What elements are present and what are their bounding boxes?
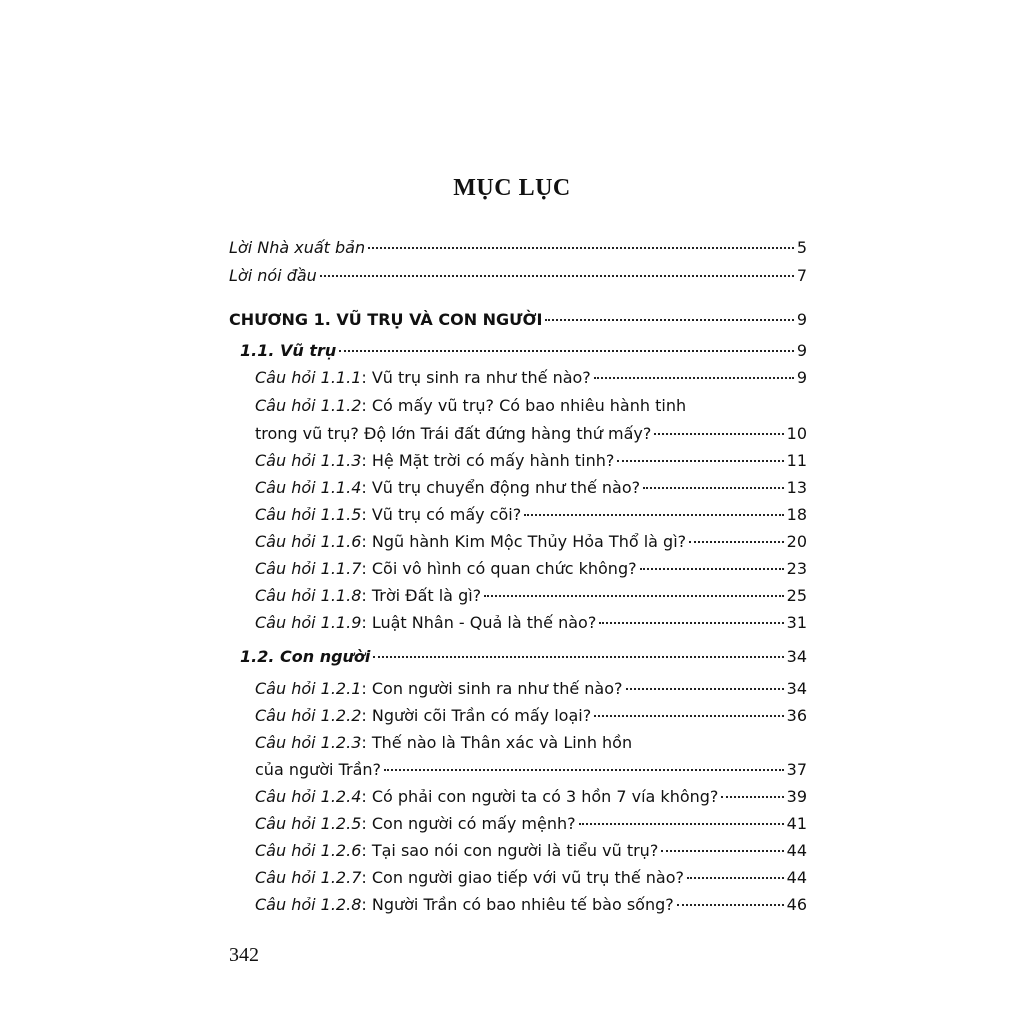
dot-leader: [579, 823, 784, 825]
question-text-continued: trong vũ trụ? Độ lớn Trái đất đứng hàng thứ mấy?: [255, 424, 652, 443]
dot-leader: [594, 715, 783, 717]
question-text: : Luật Nhân - Quả là thế nào?: [361, 613, 597, 632]
question-text: : Có phải con người ta có 3 hồn 7 vía không?: [361, 787, 719, 806]
question-text: : Con người có mấy mệnh?: [361, 814, 576, 833]
question-text: : Con người sinh ra như thế nào?: [361, 679, 623, 698]
question-number: Câu hỏi 1.2.2: [255, 706, 362, 725]
toc-entry-page: 9: [796, 310, 807, 329]
toc-entry-question[interactable]: [255, 532, 807, 552]
toc-entry-label: CHƯƠNG 1. VŨ TRỤ VÀ CON NGƯỜI: [229, 310, 543, 329]
toc-entry-question[interactable]: [255, 706, 807, 726]
question-text: : Thế nào là Thân xác và Linh hồn: [361, 733, 633, 752]
toc-entry-question[interactable]: [255, 814, 807, 834]
dot-leader: [373, 656, 783, 658]
toc-entry-question-line[interactable]: [255, 733, 632, 753]
dot-leader: [721, 796, 783, 798]
dot-leader: [368, 247, 794, 249]
question-text: : Vũ trụ chuyển động như thế nào?: [361, 478, 641, 497]
page-number: 342: [229, 944, 259, 966]
toc-entry-page: 18: [786, 505, 807, 524]
toc-entry-question[interactable]: [255, 760, 807, 780]
toc-entry-page: 34: [786, 647, 807, 666]
dot-leader: [320, 275, 794, 277]
toc-entry-page: 9: [796, 341, 807, 360]
question-number: Câu hỏi 1.1.6: [255, 532, 362, 551]
toc-entry-page: 39: [786, 787, 807, 806]
question-text: : Người Trần có bao nhiêu tế bào sống?: [361, 895, 674, 914]
toc-entry-page: 7: [796, 266, 807, 285]
toc-entry-question[interactable]: [255, 613, 807, 633]
question-number: Câu hỏi 1.1.4: [255, 478, 362, 497]
toc-entry-question[interactable]: [255, 895, 807, 915]
question-number: Câu hỏi 1.2.4: [255, 787, 362, 806]
dot-leader: [594, 377, 794, 379]
toc-entry-page: 37: [786, 760, 807, 779]
toc-entry-section-1-1[interactable]: [240, 341, 807, 361]
toc-entry-page: 20: [786, 532, 807, 551]
toc-entry-page: 23: [786, 559, 807, 578]
question-text: : Vũ trụ sinh ra như thế nào?: [361, 368, 591, 387]
dot-leader: [643, 487, 784, 489]
toc-entry-label: Lời Nhà xuất bản: [229, 238, 366, 257]
dot-leader: [524, 514, 783, 516]
toc-entry-page: 5: [796, 238, 807, 257]
question-text: : Vũ trụ có mấy cõi?: [361, 505, 522, 524]
question-text: : Cõi vô hình có quan chức không?: [361, 559, 637, 578]
toc-entry-page: 34: [786, 679, 807, 698]
toc-entry-question[interactable]: [255, 679, 807, 699]
toc-entry-chapter-1[interactable]: [229, 310, 807, 330]
dot-leader: [617, 460, 783, 462]
question-number: Câu hỏi 1.2.5: [255, 814, 362, 833]
dot-leader: [384, 769, 784, 771]
question-text: : Người cõi Trần có mấy loại?: [361, 706, 592, 725]
toc-entry-page: 9: [796, 368, 807, 387]
dot-leader: [339, 350, 794, 352]
toc-entry-page: 11: [786, 451, 807, 470]
toc-entry-question-line[interactable]: [255, 396, 686, 416]
question-number: Câu hỏi 1.2.8: [255, 895, 362, 914]
dot-leader: [599, 622, 783, 624]
toc-entry-question[interactable]: [255, 424, 807, 444]
question-number: Câu hỏi 1.1.8: [255, 586, 362, 605]
question-number: Câu hỏi 1.1.1: [255, 368, 362, 387]
dot-leader: [626, 688, 784, 690]
toc-entry-publisher-note[interactable]: [229, 238, 807, 258]
toc-entry-question[interactable]: [255, 787, 807, 807]
question-number: Câu hỏi 1.1.5: [255, 505, 362, 524]
question-number: Câu hỏi 1.2.1: [255, 679, 362, 698]
toc-entry-page: 44: [786, 841, 807, 860]
question-text: : Trời Đất là gì?: [361, 586, 482, 605]
question-text: : Có mấy vũ trụ? Có bao nhiêu hành tinh: [361, 396, 687, 415]
toc-entry-question[interactable]: [255, 559, 807, 579]
toc-entry-page: 36: [786, 706, 807, 725]
question-number: Câu hỏi 1.1.3: [255, 451, 362, 470]
toc-entry-page: 10: [786, 424, 807, 443]
question-text: : Con người giao tiếp với vũ trụ thế nào?: [361, 868, 685, 887]
dot-leader: [545, 319, 793, 321]
toc-entry-page: 25: [786, 586, 807, 605]
question-number: Câu hỏi 1.2.3: [255, 733, 362, 752]
dot-leader: [689, 541, 784, 543]
toc-entry-page: 41: [786, 814, 807, 833]
toc-entry-question[interactable]: [255, 368, 807, 388]
question-text: : Tại sao nói con người là tiểu vũ trụ?: [361, 841, 659, 860]
question-number: Câu hỏi 1.1.2: [255, 396, 362, 415]
dot-leader: [661, 850, 783, 852]
question-number: Câu hỏi 1.2.6: [255, 841, 362, 860]
toc-entry-label: Lời nói đầu: [229, 266, 317, 285]
toc-entry-question[interactable]: [255, 841, 807, 861]
question-number: Câu hỏi 1.2.7: [255, 868, 362, 887]
toc-entry-question[interactable]: [255, 505, 807, 525]
dot-leader: [640, 568, 784, 570]
question-number: Câu hỏi 1.1.9: [255, 613, 362, 632]
toc-entry-page: 46: [786, 895, 807, 914]
page-title: MỤC LỤC: [453, 175, 571, 201]
dot-leader: [484, 595, 783, 597]
toc-entry-question[interactable]: [255, 478, 807, 498]
toc-entry-label: 1.1. Vũ trụ: [240, 341, 337, 360]
toc-entry-label: 1.2. Con người: [240, 647, 371, 666]
toc-entry-question[interactable]: [255, 586, 807, 606]
dot-leader: [687, 877, 784, 879]
toc-entry-section-1-2[interactable]: [240, 647, 807, 667]
question-text-continued: của người Trần?: [255, 760, 382, 779]
toc-entry-page: 13: [786, 478, 807, 497]
toc-entry-question[interactable]: [255, 868, 807, 888]
toc-entry-question[interactable]: [255, 451, 807, 471]
dot-leader: [677, 904, 784, 906]
toc-entry-page: 31: [786, 613, 807, 632]
toc-entry-page: 44: [786, 868, 807, 887]
dot-leader: [654, 433, 783, 435]
question-text: : Hệ Mặt trời có mấy hành tinh?: [361, 451, 615, 470]
toc-entry-foreword[interactable]: [229, 266, 807, 286]
question-text: : Ngũ hành Kim Mộc Thủy Hỏa Thổ là gì?: [361, 532, 687, 551]
question-number: Câu hỏi 1.1.7: [255, 559, 362, 578]
